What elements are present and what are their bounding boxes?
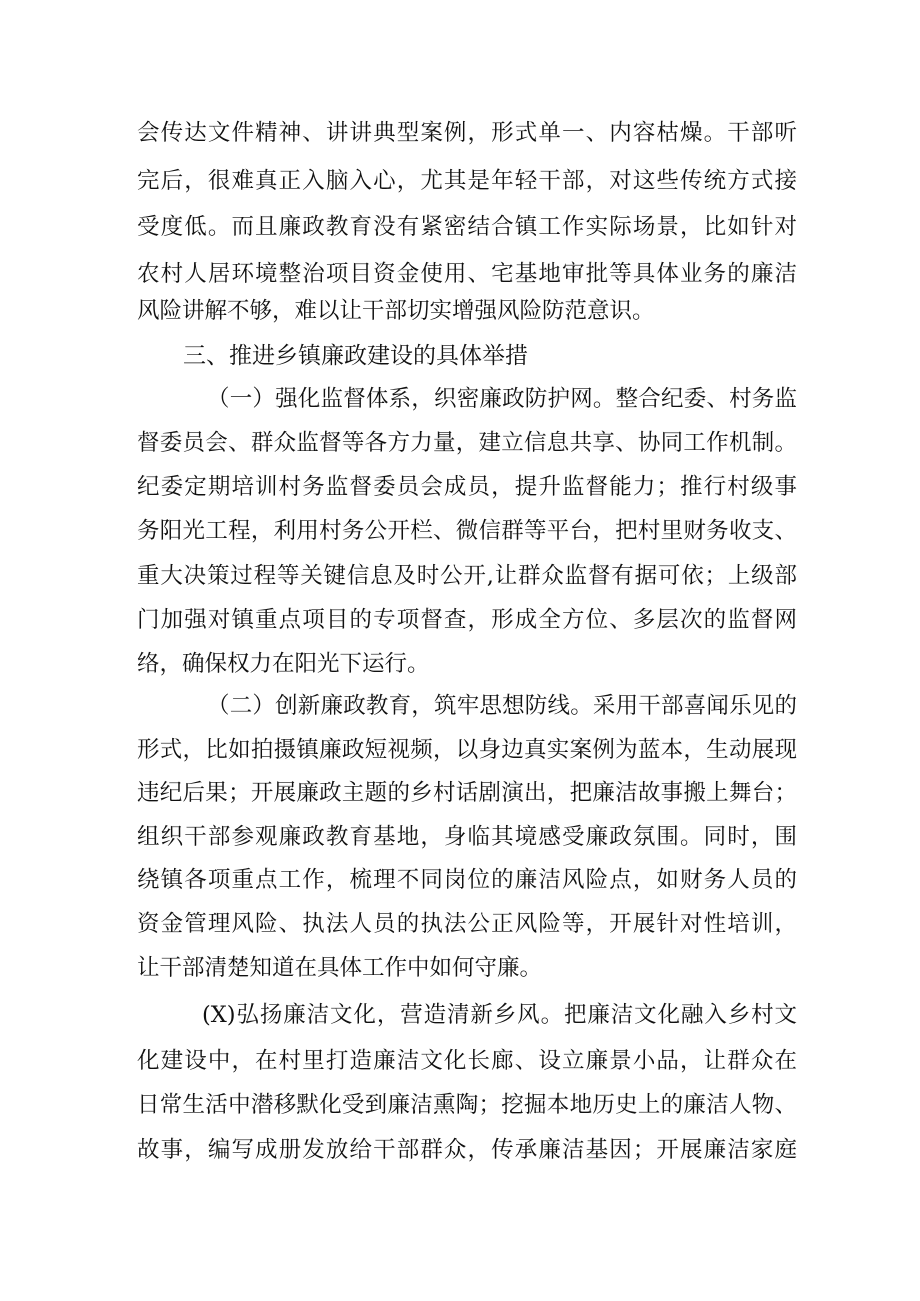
text-line: 违纪后果；开展廉政主题的乡村话剧演出，把廉洁故事搬上舞台；	[137, 780, 797, 806]
text-line: 形式，比如拍摄镇廉政短视频，以身边真实案例为蓝本，生动展现	[137, 737, 797, 763]
text-line: 受度低。而且廉政教育没有紧密结合镇工作实际场景，比如针对	[137, 214, 797, 240]
text-line: 督委员会、群众监督等各方力量，建立信息共享、协同工作机制。	[137, 430, 797, 456]
text-line: 故事，编写成册发放给干部群众，传承廉洁基因；开展廉洁家庭	[137, 1137, 797, 1163]
text-line: 日常生活中潜移默化受到廉洁熏陶；挖掘本地历史上的廉洁人物、	[137, 1092, 797, 1118]
section-heading: 三、推进乡镇廉政建设的具体举措	[183, 343, 528, 369]
text-line: 会传达文件精神、讲讲典型案例，形式单一、内容枯燥。干部听	[137, 120, 797, 146]
text-line: 化建设中，在村里打造廉洁文化长廊、设立廉景小品，让群众在	[137, 1048, 797, 1074]
text-line: 重大决策过程等关键信息及时公开,让群众监督有据可依；上级部	[137, 563, 797, 589]
text-line: 务阳光工程，利用村务公开栏、微信群等平台，把村里财务收支、	[137, 518, 797, 544]
text-line: 资金管理风险、执法人员的执法公正风险等，开展针对性培训，	[137, 911, 797, 937]
text-line: 纪委定期培训村务监督委员会成员，提升监督能力；推行村级事	[137, 474, 797, 500]
text-line: (X)弘扬廉洁文化，营造清新乡风。把廉洁文化融入乡村文	[202, 1002, 797, 1028]
text-line: 门加强对镇重点项目的专项督查，形成全方位、多层次的监督网	[137, 607, 797, 633]
text-line: 绕镇各项重点工作，梳理不同岗位的廉洁风险点，如财务人员的	[137, 867, 797, 893]
text-line: 农村人居环境整治项目资金使用、宅基地审批等具体业务的廉洁	[137, 261, 797, 287]
text-line: 完后，很难真正入脑入心，尤其是年轻干部，对这些传统方式接	[137, 168, 797, 194]
text-line: 组织干部参观廉政教育基地，身临其境感受廉政氛围。同时，围	[137, 824, 797, 850]
text-line: 络，确保权力在阳光下运行。	[137, 651, 430, 677]
text-line: （二）创新廉政教育，筑牢思想防线。采用干部喜闻乐见的	[207, 693, 797, 719]
text-line: （一）强化监督体系，织密廉政防护网。整合纪委、村务监	[207, 386, 797, 412]
text-line: 风险讲解不够，难以让干部切实增强风险防范意识。	[137, 298, 655, 324]
text-line: 让干部清楚知道在具体工作中如何守廉。	[137, 955, 543, 981]
